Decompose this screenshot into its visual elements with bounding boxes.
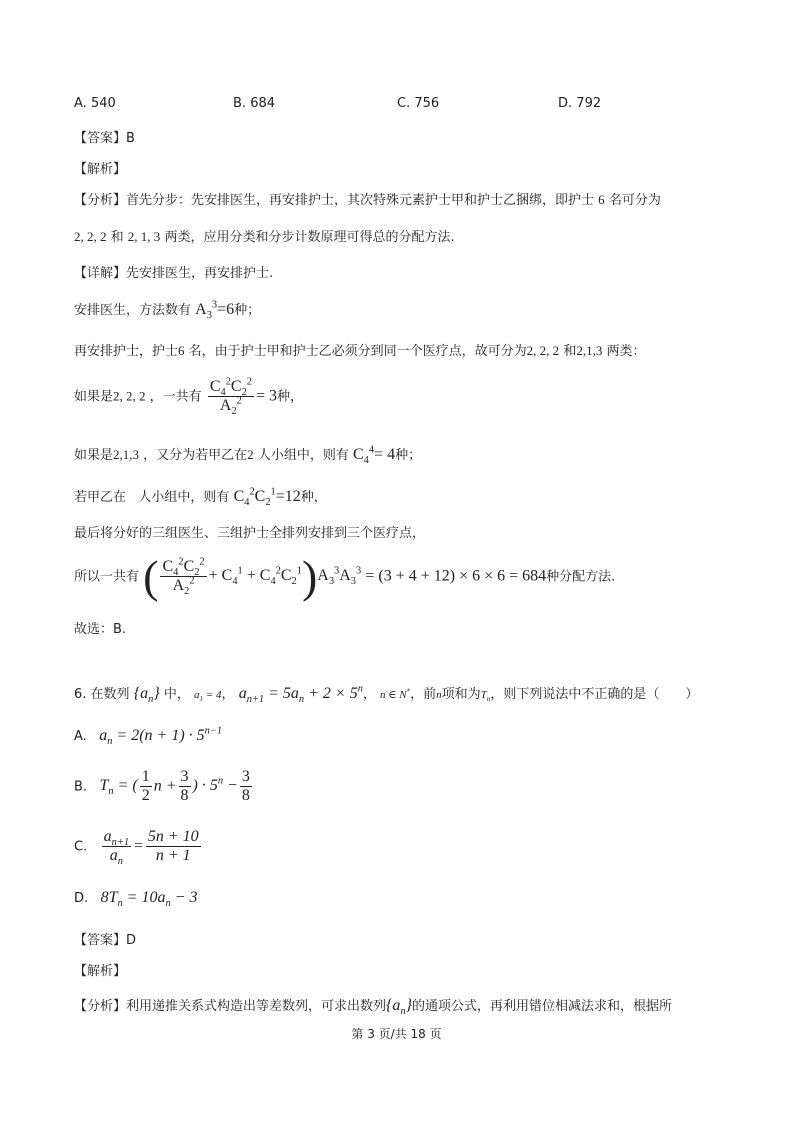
q6-fenxi-line: 【分析】利用递推关系式构造出等差数列，可求出数列$\{a_n\}$的通项公式，再利用错位相减法求和，根据所: [74, 997, 673, 1018]
option-d: D. 792: [558, 96, 602, 111]
choose-line: 故选：B.: [74, 622, 127, 637]
q6-stem: 6. 在数列 $\{a_n\}$ 中， $a_1 = 4$， $a_{n+1} = 5a_n + 2 \times 5^n$， n ∈ N*，前n项和为$T_n$，则下列说法中不正确的是（ ）: [74, 683, 699, 706]
answer-line: 【答案】B: [74, 131, 135, 146]
q6-option-b: B. $T_n$ = ( $\frac{1}{2}$ n + $\frac{3}{8}$ ) · $5^n$ − $\frac{3}{8}$: [74, 768, 250, 805]
detail-line: 【详解】先安排医生，再安排护士.: [74, 266, 274, 281]
doctor-line: 安排医生，方法数有 $A_3^3=6$种；: [74, 299, 261, 322]
case1-line: 如果是2, 2, 2 ，一共有 $\frac{C_4^2C_2^2}{A_2^2}$ = 3种，: [74, 376, 304, 418]
case1-fraction: $\frac{C_4^2C_2^2}{A_2^2}$: [209, 376, 252, 418]
q6-answer-line: 【答案】D: [74, 933, 137, 948]
q6-option-d: D. $8T_n = 10a_n - 3$: [74, 889, 198, 910]
fenxi-line-1: 【分析】首先分步：先安排医生，再安排护士，其次特殊元素护士甲和护士乙捆绑，即护士 6 名可分为: [74, 192, 661, 208]
q6-analysis-tag: 【解析】: [74, 964, 127, 979]
formula-a33: $A_3^3$: [195, 299, 218, 322]
option-b: B. 684: [233, 96, 276, 111]
nurse-line: 再安排护士，护士6 名，由于护士甲和护士乙必须分到同一个医疗点，故可分为2, 2, 2 和2,1,3 两类：: [74, 343, 646, 359]
case2-line: 如果是2,1,3 ，又分为若甲乙在2 人小组中，则有 $C_4^4= 4$种；: [74, 444, 422, 467]
option-c: C. 756: [397, 96, 440, 111]
option-a: A. 540: [74, 96, 116, 111]
analysis-tag: 【解析】: [74, 162, 127, 177]
fenxi-line-2: 2, 2, 2 和 2, 1, 3 两类，应用分类和分步计数原理可得总的分配方法.: [74, 229, 455, 245]
q6-option-a: A. $a_n = 2(n + 1) \cdot 5^{n-1}$: [74, 725, 223, 748]
case3-line: 若甲乙在 人小组中，则有 $C_4^2C_2^1=12$种，: [74, 486, 327, 509]
final-line: 最后将分好的三组医生、三组护士全排列安排到三个医疗点，: [74, 526, 426, 541]
page-footer: 第 3 页/共 18 页: [351, 1027, 442, 1041]
total-line: 所以一共有 ( $\frac{C_4^2C_2^2}{A_2^2}$ + $C_4^1 + C_4^2C_2^1)A_3^3A_3^3 = (3 + 4 + 12) \times 6 \times 6 = 684$种分配方法.: [74, 550, 616, 602]
q6-option-c: C. $\frac{a_{n+1}}{a_n}$ = $\frac{5n + 10}{n + 1}$: [74, 828, 199, 868]
